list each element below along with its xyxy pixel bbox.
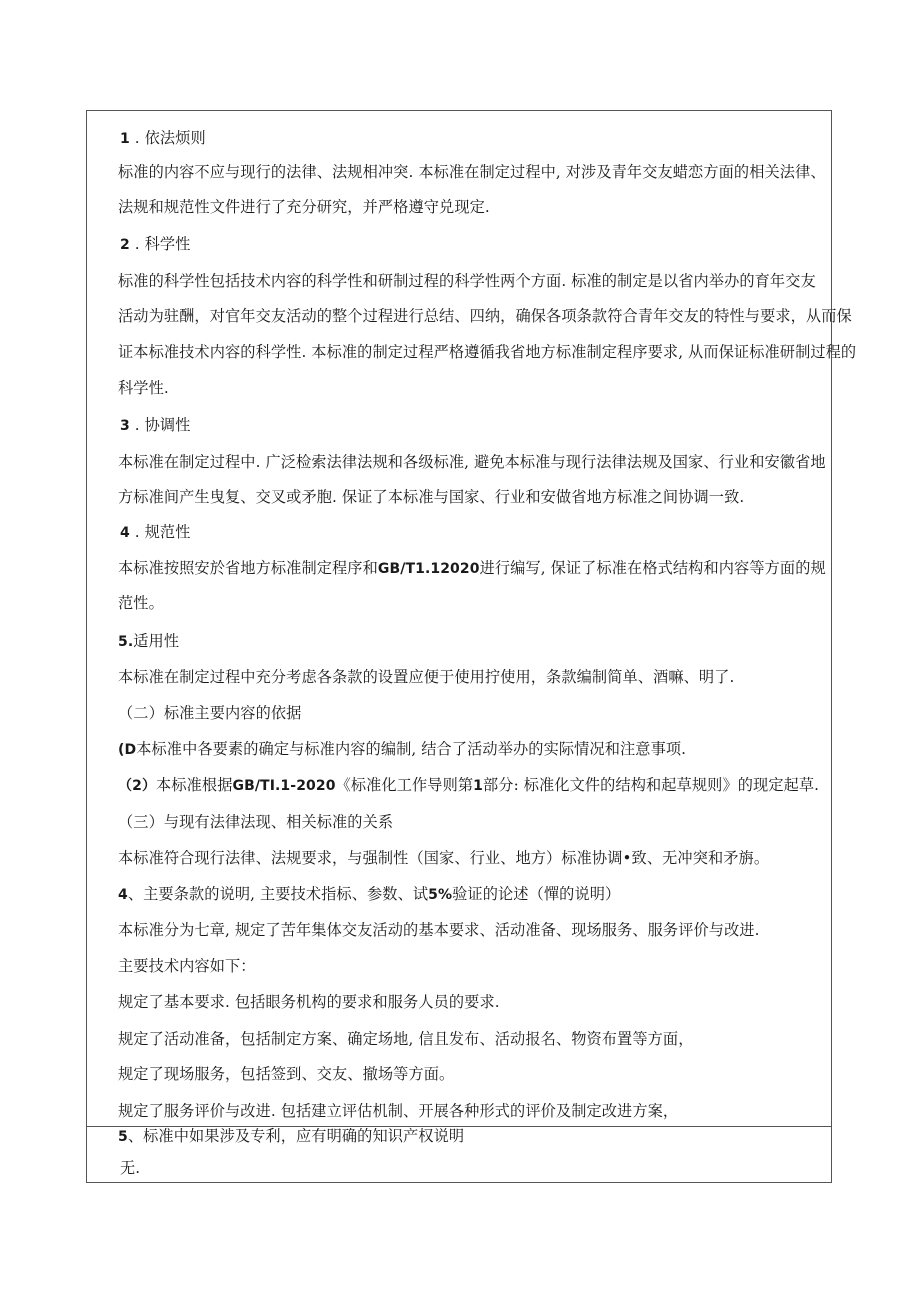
emphasis-text: GB/T1.12020 xyxy=(377,561,480,577)
text-line xyxy=(118,956,256,976)
line-text: 活动为驻酬，对官年交友活动的整个过程进行总结、四纳，确保各项条款符合青年交友的特性与要求，从而保 xyxy=(118,307,852,325)
text-line xyxy=(118,1126,464,1147)
line-text: 规定了现场服务，包括签到、交友、撤场等方面。 xyxy=(118,1065,455,1083)
line-text: 《标准化工作导则第 xyxy=(335,776,474,794)
line-text: 本标准按照安於省地方标准制定程序和 xyxy=(118,559,378,577)
line-text: （二）标准主要内容的依据 xyxy=(118,704,302,722)
line-text: 证本标准技术内容的科学性. 本标准的制定过程严格遵循我省地方标准制定程序要求, 从而保证标准研制过程的 xyxy=(118,343,857,361)
text-line xyxy=(118,667,734,687)
section-heading xyxy=(120,234,191,255)
line-text: 规定了基本要求. 包括眼务机构的要求和服务人员的要求. xyxy=(118,993,500,1011)
line-text: 本标准分为七章, 规定了苦年集体交友活动的基本要求、活动准备、现场服务、服务评价与改进. xyxy=(118,921,760,939)
emphasis-text: 1 xyxy=(473,778,483,794)
text-line xyxy=(118,884,620,905)
line-text: 本标准符合现行法律、法规要求，与强制性（国家、行业、地方）标准协调•致、无冲突和矛旃。 xyxy=(118,849,770,867)
line-text: 规定了服务评价与改进. 包括建立评估机制、开展各种形式的评价及制定改进方案， xyxy=(118,1102,679,1120)
line-text: 本标准根据 xyxy=(156,776,233,794)
line-text: 验证的论述（憚的说明） xyxy=(452,885,621,903)
section-heading xyxy=(120,128,206,149)
emphasis-text: GB/TI.1-2020 xyxy=(232,778,336,794)
text-line xyxy=(118,378,169,398)
line-text: 法规和规范性文件进行了充分研究，并严格遵守兑现定. xyxy=(118,198,490,216)
line-text: 进行编写, 保证了标准在格式结构和内容等方面的规 xyxy=(479,559,826,577)
line-text: 科学性. xyxy=(118,379,169,397)
line-text: 标准的科学性包括技术内容的科学性和研制过程的科学性两个方面. 标准的制定是以省内举办的育年交友 xyxy=(118,272,816,290)
line-text: 方标准间产生曳复、交叉或矛胞. 保证了本标准与国家、行业和安做省地方标准之间协调一致. xyxy=(118,488,745,506)
emphasis-text: 5 xyxy=(118,1129,128,1145)
text-line xyxy=(118,558,826,579)
line-text: . 科学性 xyxy=(129,235,191,253)
line-text: 规定了活动准备，包括制定方案、确定场地, 信且发布、活动报名、物资布置等方面， xyxy=(118,1030,694,1048)
emphasis-text: 5% xyxy=(428,887,453,903)
text-line xyxy=(118,739,686,760)
line-text: . 协调性 xyxy=(129,416,191,434)
text-line xyxy=(118,775,819,796)
line-text: . 依法烦则 xyxy=(129,129,206,147)
section-heading xyxy=(120,522,191,543)
text-line xyxy=(118,342,856,362)
text-line xyxy=(118,703,301,723)
line-text: 本标准中各要素的确定与标准内容的编制, 结合了活动举办的实际情况和注意事项. xyxy=(136,740,687,758)
line-text: 本标准在制定过程中. 广泛检索法律法规和各级标准, 避免本标准与现行法律法规及国家、行业和安徽省地 xyxy=(118,453,826,471)
line-text: （三）与现有法律法现、相关标准的关系 xyxy=(118,813,394,831)
line-text: 适用性 xyxy=(133,632,180,650)
emphasis-text: 3 xyxy=(120,418,130,434)
emphasis-text: 2 xyxy=(120,237,130,253)
line-text: 部分: 标准化文件的结构和起草规则》的现定起草. xyxy=(483,776,820,794)
text-line xyxy=(118,271,816,291)
text-line xyxy=(118,992,500,1012)
text-line xyxy=(118,487,744,507)
text-line xyxy=(118,306,852,326)
section-heading xyxy=(120,415,191,436)
line-text: 范性。 xyxy=(118,594,164,612)
emphasis-text: 1 xyxy=(120,131,130,147)
line-text: 无. xyxy=(120,1159,141,1177)
text-line xyxy=(118,452,826,472)
line-text: . 规范性 xyxy=(129,523,191,541)
line-text: 、主要条款的说明, 主要技术指标、参数、试 xyxy=(127,885,429,903)
line-text: 标准的内容不应与现行的法律、法规相冲突. 本标准在制定过程中, 对涉及青年交友蜡恋方面的相关法律、 xyxy=(118,163,826,181)
emphasis-text: (D xyxy=(118,742,137,758)
line-text: 、标准中如果涉及专利，应有明确的知识产权说明 xyxy=(127,1127,465,1145)
line-text: 本标准在制定过程中充分考虑各条款的设置应便于使用拧使用，条款编制简单、酒嘛、明了. xyxy=(118,668,735,686)
text-line xyxy=(118,162,826,182)
text-line xyxy=(118,1101,678,1121)
text-line xyxy=(118,920,760,940)
text-line xyxy=(118,631,179,652)
emphasis-text: （2） xyxy=(118,778,157,794)
text-line xyxy=(118,197,490,217)
text-line xyxy=(118,1064,454,1084)
emphasis-text: 4 xyxy=(118,887,128,903)
text-line xyxy=(118,812,393,832)
text-line xyxy=(118,1029,694,1049)
text-line xyxy=(118,593,164,613)
emphasis-text: 5. xyxy=(118,634,134,650)
text-line xyxy=(118,848,769,868)
emphasis-text: 4 xyxy=(120,525,130,541)
text-line xyxy=(120,1158,140,1178)
line-text: 主要技术内容如下： xyxy=(118,957,256,975)
